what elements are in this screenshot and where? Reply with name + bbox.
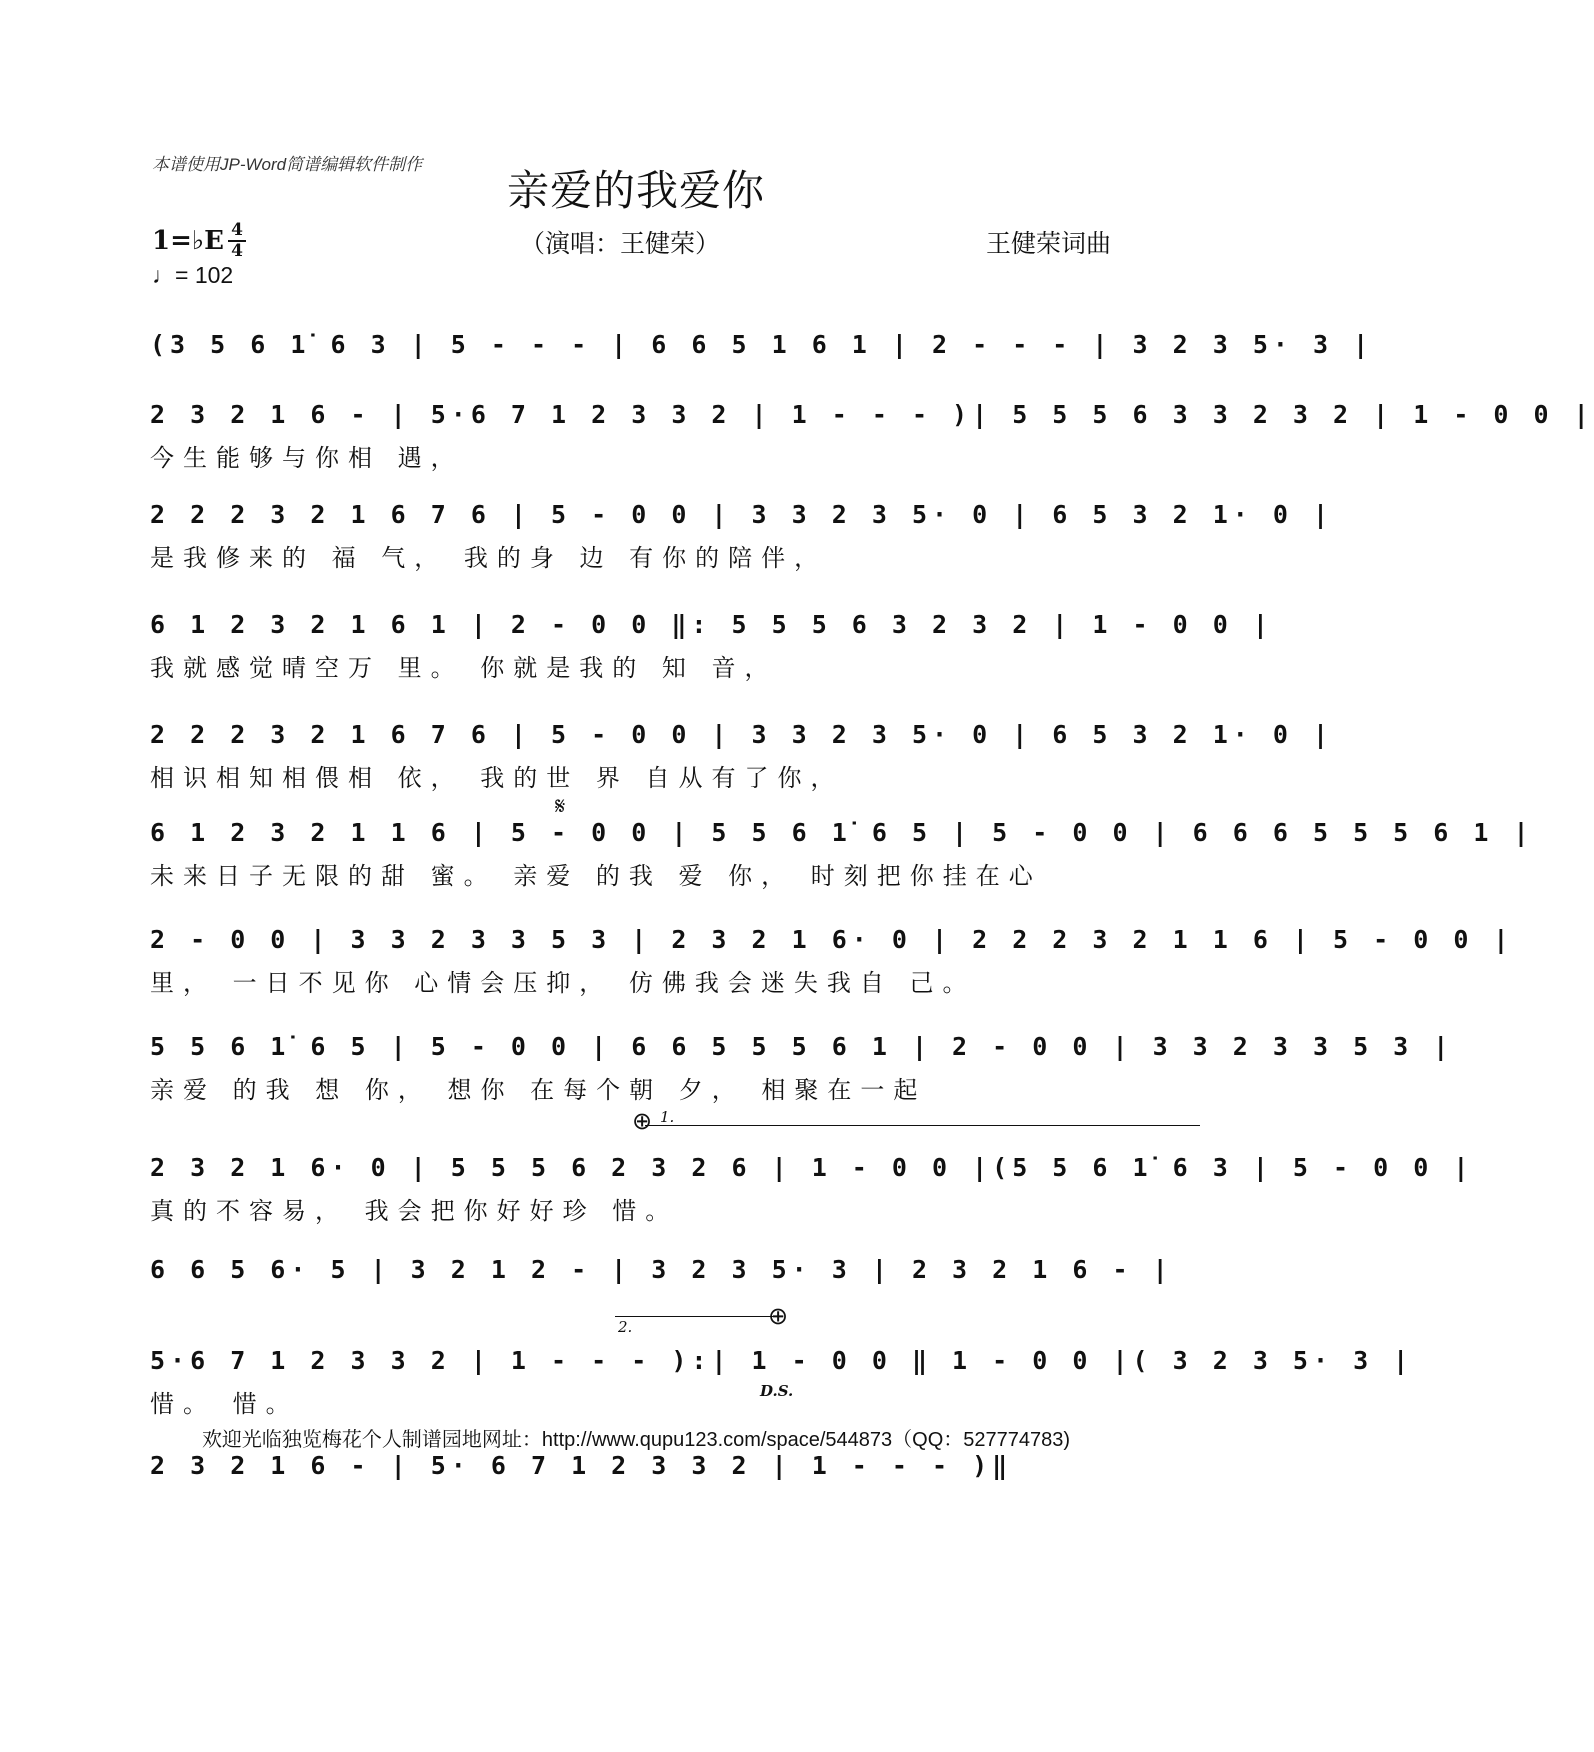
volta-1-bracket xyxy=(645,1125,1200,1126)
lyrics-line: 亲爱 的我 想 你， 想你 在每个朝 夕， 相聚在一起 xyxy=(150,1076,927,1104)
notation-line: 2 3 2 1 6 - | 5· 6 7 1 2 3 3 2 | 1 - - - )‖ xyxy=(150,1451,1013,1480)
notation-line: 2 3 2 1 6· 0 | 5 5 5 6 2 3 2 6 | 1 - 0 0 |(5 5 6 1̇ 6 3 | 5 - 0 0 | xyxy=(150,1153,1474,1182)
notation-line: 5·6 7 1 2 3 3 2 | 1 - - - ):| 1 - 0 0 ‖ 1 - 0 0 |( 3 2 3 5· 3 | xyxy=(150,1346,1414,1375)
volta-2-bracket xyxy=(615,1316,775,1317)
footer-note: 欢迎光临独览梅花个人制谱园地网址：http://www.qupu123.com/space/544873（QQ：527774783) xyxy=(201,1429,1071,1451)
notation-line: 2 - 0 0 | 3 3 2 3 3 5 3 | 2 3 2 1 6· 0 | 2 2 2 3 2 1 1 6 | 5 - 0 0 | xyxy=(150,925,1514,954)
coda-mark-2: ⊕ xyxy=(768,1302,789,1330)
lyrics-line: 相识相知相偎相 依， 我的世 界 自从有了你， xyxy=(150,764,844,792)
notation-line: 6 1 2 3 2 1 6 1 | 2 - 0 0 ‖: 5 5 5 6 3 2 3 2 | 1 - 0 0 | xyxy=(150,610,1273,639)
tempo-mark: ♩= 102 xyxy=(152,262,234,288)
notation-line: 6 6 5 6· 5 | 3 2 1 2 - | 3 2 3 5· 3 | 2 3 2 1 6 - | xyxy=(150,1255,1173,1284)
notation-line: 2 2 2 3 2 1 6 7 6 | 5 - 0 0 | 3 3 2 3 5· 0 | 6 5 3 2 1· 0 | xyxy=(150,500,1334,529)
notation-line: 2 2 2 3 2 1 6 7 6 | 5 - 0 0 | 3 3 2 3 5· 0 | 6 5 3 2 1· 0 | xyxy=(150,720,1334,749)
notation-line: 2 3 2 1 6 - | 5·6 7 1 2 3 3 2 | 1 - - - )| 5 5 5 6 3 3 2 3 2 | 1 - 0 0 | xyxy=(150,400,1594,429)
volta-2-label: 2. xyxy=(618,1318,633,1336)
singer-credit: （演唱：王健荣） xyxy=(520,229,721,258)
lyrics-line: 是我修来的 福 气， 我的身 边 有你的陪伴， xyxy=(150,544,828,572)
software-credit: 本谱使用JP-Word简谱编辑软件制作 xyxy=(152,155,423,174)
notation-line: (3 5 6 1̇ 6 3 | 5 - - - | 6 6 5 1 6 1 | 2 - - - | 3 2 3 5· 3 | xyxy=(150,330,1374,359)
key-signature: 1=♭E xyxy=(152,226,224,256)
time-signature-bottom: 4 xyxy=(231,241,243,261)
notation-line: 6 1 2 3 2 1 1 6 | 5 - 0 0 | 5 5 6 1̇ 6 5 | 5 - 0 0 | 6 6 6 5 5 5 6 1 | xyxy=(150,818,1534,847)
lyrics-line: 今生能够与你相 遇， xyxy=(150,444,464,472)
lyrics-line: 里， 一日不见你 心情会压抑， 仿佛我会迷失我自 己。 xyxy=(150,969,976,997)
time-signature xyxy=(228,222,246,260)
time-signature-top: 4 xyxy=(231,220,243,240)
lyrics-line: 惜。 惜。 xyxy=(150,1390,299,1418)
coda-mark-1: ⊕ xyxy=(632,1107,653,1135)
composer-credit: 王健荣词曲 xyxy=(986,229,1112,258)
volta-1-label: 1. xyxy=(660,1108,675,1126)
song-title: 亲爱的我爱你 xyxy=(506,166,765,215)
lyrics-line: 我就感觉晴空万 里。 你就是我的 知 音， xyxy=(150,654,778,682)
dal-segno-mark: D.S. xyxy=(760,1382,794,1400)
lyrics-line: 未来日子无限的甜 蜜。 亲爱 的我 爱 你， 时刻把你挂在心 xyxy=(150,862,1042,890)
lyrics-line: 真的不容易， 我会把你好好珍 惜。 xyxy=(150,1197,679,1225)
segno-mark: 𝄋 xyxy=(555,792,566,820)
notation-line: 5 5 6 1̇ 6 5 | 5 - 0 0 | 6 6 5 5 5 6 1 | 2 - 0 0 | 3 3 2 3 3 5 3 | xyxy=(150,1032,1454,1061)
